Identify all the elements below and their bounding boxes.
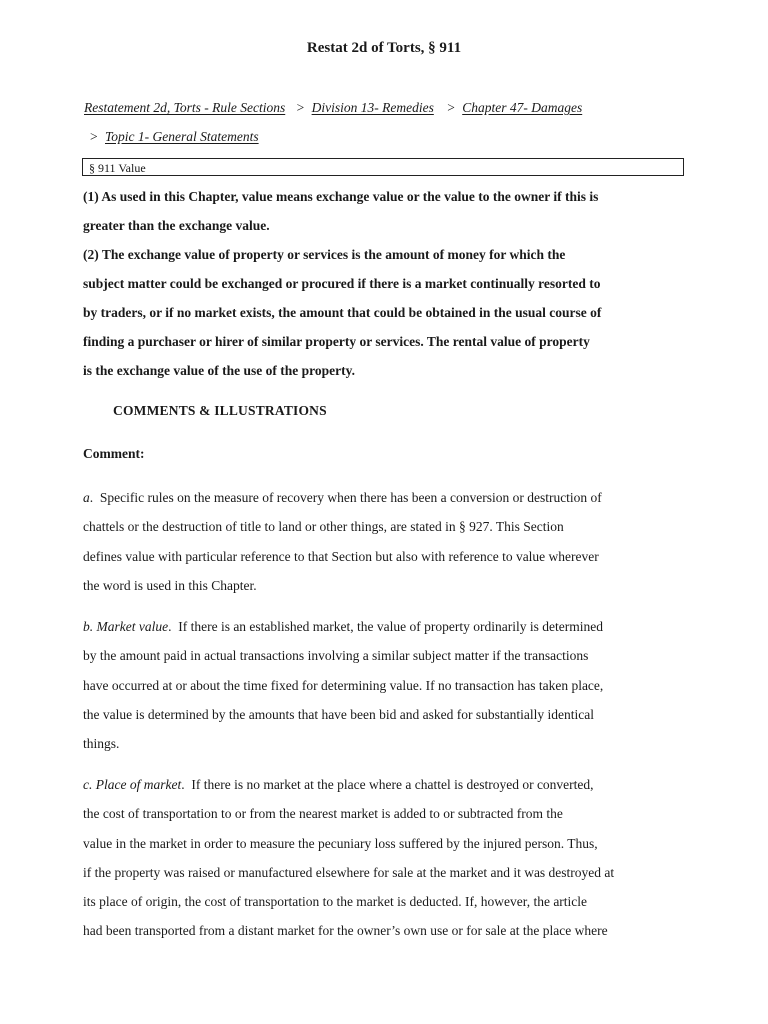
rule-line: greater than the exchange value.: [83, 218, 270, 233]
comment-line: the cost of transportation to or from the nearest market is added to or subtracted from the: [83, 806, 563, 822]
comment-line: b. Market value. If there is an established market, the value of property ordinarily is determined: [83, 619, 603, 634]
comment-marker: c. Place of market: [83, 777, 182, 792]
comment-line: its place of origin, the cost of transportation to the market is deducted. If, however, the article: [83, 894, 588, 910]
breadcrumb-separator: >: [296, 100, 305, 115]
comment-line: chattels or the destruction of title to land or other things, are stated in § 927. This Section: [83, 519, 564, 535]
comment-line: the value is determined by the amounts that have been bid and asked for substantially identical: [83, 706, 594, 722]
comment-marker: a: [83, 490, 90, 505]
rule-text: [83, 182, 689, 385]
page-title: Restat 2d of Torts, § 911: [306, 40, 462, 56]
breadcrumb-separator: >: [447, 100, 455, 115]
comment-line: value in the market in order to measure the pecuniary loss suffered by the injured person. Thus,: [83, 835, 598, 851]
comment-line: a. Specific rules on the measure of recovery when there has been a conversion or destruction of: [83, 490, 602, 505]
rule-line: finding a purchaser or hirer of similar property or services. The rental value of property: [83, 334, 590, 349]
breadcrumb-link-rule-sections[interactable]: Restatement 2d, Torts - Rule Sections: [84, 100, 286, 115]
comment-label: Comment:: [83, 446, 145, 461]
comment-line: c. Place of market. If there is no market at the place where a chattel is destroyed or converted,: [83, 777, 594, 792]
comment-line: by the amount paid in actual transactions involving a similar subject matter if the transactions: [83, 648, 589, 664]
comment-marker: b. Market value: [83, 619, 169, 634]
rule-line: is the exchange value of the use of the property.: [83, 363, 355, 378]
comments-heading: COMMENTS & ILLUSTRATIONS: [113, 403, 327, 418]
rule-line: (2) The exchange value of property or services is the amount of money for which the: [83, 247, 566, 262]
comment-line: if the property was raised or manufactured elsewhere for sale at the market and it was destroyed at: [83, 864, 615, 880]
rule-line: subject matter could be exchanged or procured if there is a market continually resorted to: [83, 276, 601, 291]
comment-b: [83, 612, 689, 758]
comment-text: If there is no market at the place where a chattel is destroyed or converted,: [191, 777, 594, 792]
comment-text: Specific rules on the measure of recovery when there has been a conversion or destruction of: [99, 490, 602, 505]
comment-line: have occurred at or about the time fixed for determining value. If no transaction has taken place,: [83, 677, 604, 693]
comment-line: defines value with particular reference to that Section but also with reference to value wherever: [83, 548, 599, 564]
rule-line: by traders, or if no market exists, the amount that could be obtained in the usual course of: [83, 305, 602, 320]
breadcrumb-separator: >: [90, 129, 98, 144]
breadcrumb-link-chapter[interactable]: Chapter 47- Damages: [462, 100, 583, 115]
breadcrumb: [84, 93, 694, 151]
comment-line: had been transported from a distant market for the owner’s own use or for sale at the place where: [83, 923, 608, 939]
rule-line: (1) As used in this Chapter, value means exchange value or the value to the owner if this is: [83, 189, 599, 204]
comment-line: the word is used in this Chapter.: [83, 577, 257, 593]
comment-a: [83, 483, 689, 600]
breadcrumb-row-2: [84, 122, 694, 151]
breadcrumb-link-division[interactable]: Division 13- Remedies: [311, 100, 434, 115]
breadcrumb-link-topic[interactable]: Topic 1- General Statements: [105, 129, 259, 144]
section-label-box: § 911 Value: [82, 158, 684, 176]
comment-line: things.: [83, 736, 120, 752]
comment-text: If there is an established market, the value of property ordinarily is determined: [178, 619, 603, 634]
breadcrumb-row-1: [84, 93, 694, 122]
comment-c: [83, 770, 689, 946]
